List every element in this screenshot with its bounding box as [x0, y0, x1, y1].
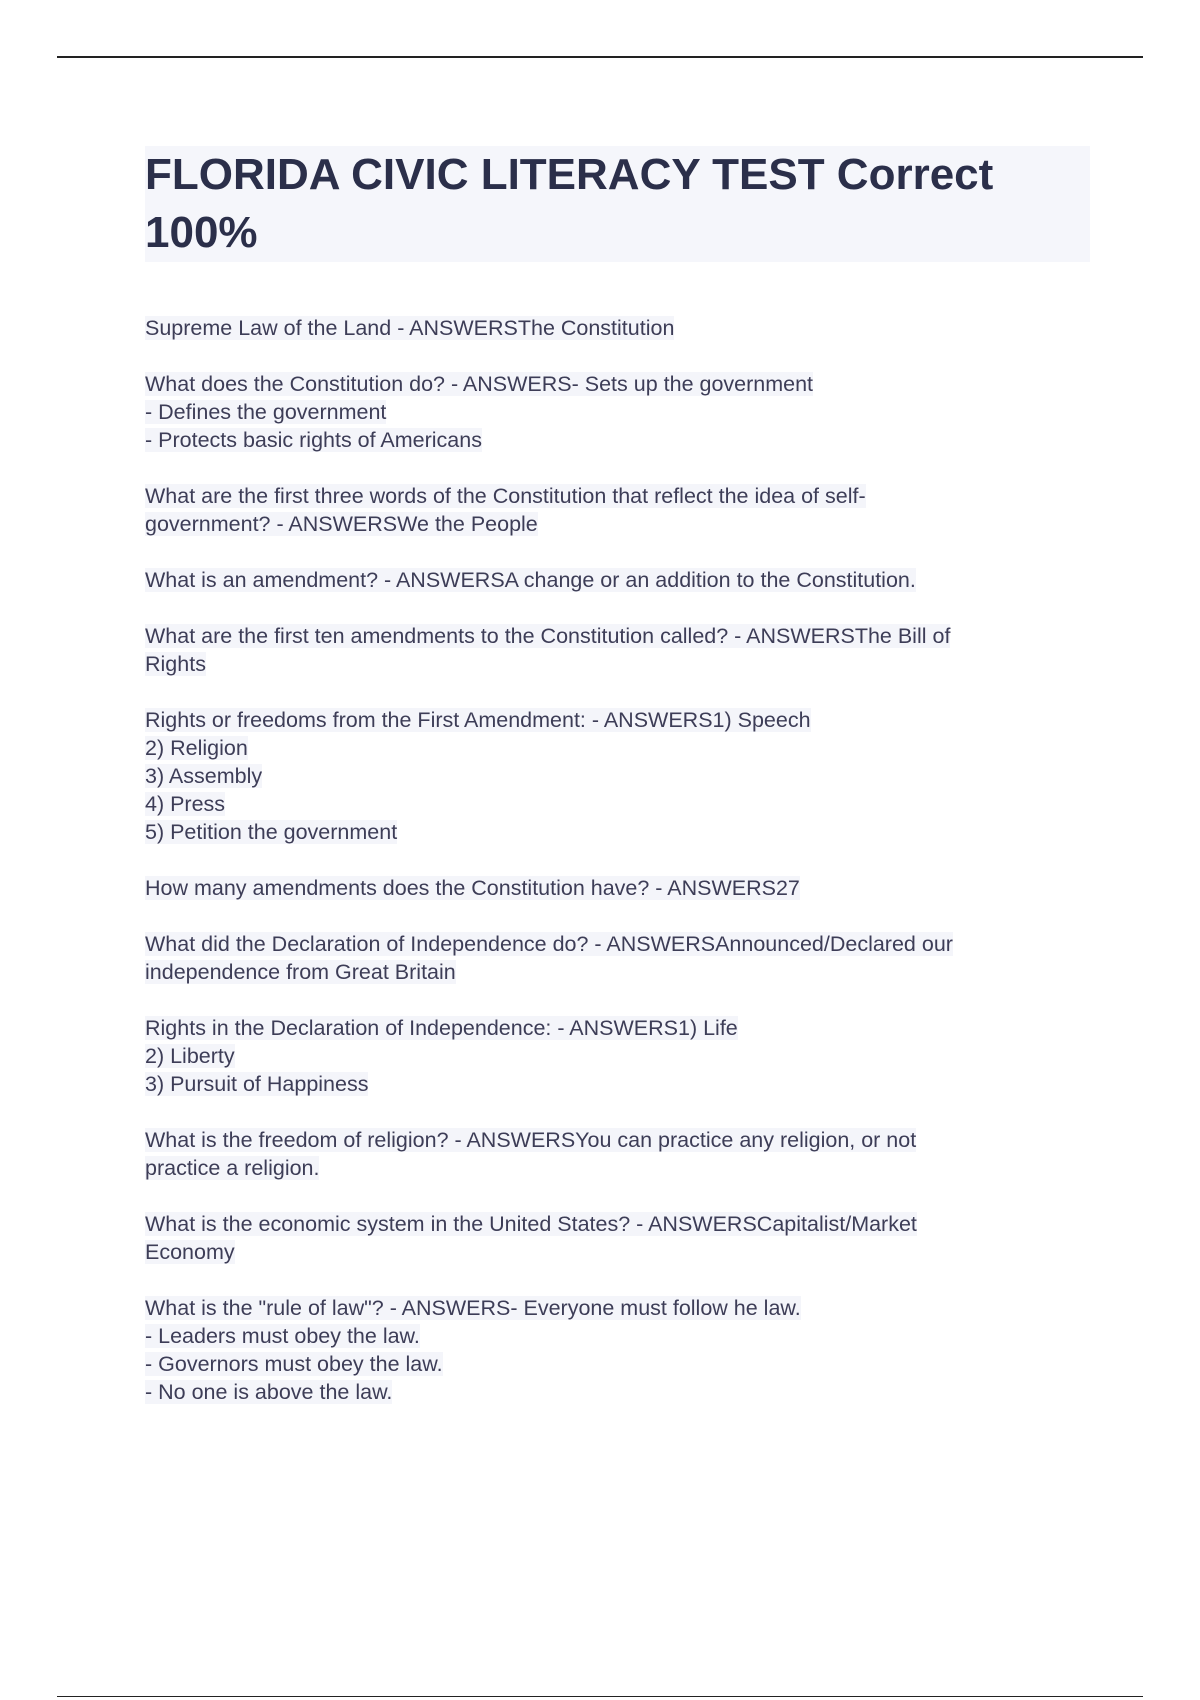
qa-line [145, 1322, 1090, 1350]
qa-item [145, 566, 1090, 594]
qa-item [145, 874, 1090, 902]
qa-line [145, 1070, 1090, 1098]
qa-line-text: What is an amendment? - ANSWERSA change or an addition to the Constitution. [145, 568, 916, 592]
qa-line [145, 734, 1090, 762]
qa-line [145, 398, 1090, 426]
qa-line-text: - Defines the government [145, 400, 387, 424]
qa-line [145, 370, 1090, 398]
qa-line-text: What is the "rule of law"? - ANSWERS- Everyone must follow he law. [145, 1296, 801, 1320]
qa-line [145, 1042, 1090, 1070]
document-body [145, 146, 1090, 1434]
qa-line-text: What did the Declaration of Independence do? - ANSWERSAnnounced/Declared our [145, 932, 953, 956]
qa-line [145, 426, 1090, 454]
qa-line-text: Rights or freedoms from the First Amendment: - ANSWERS1) Speech [145, 708, 811, 732]
qa-line-text: 3) Pursuit of Happiness [145, 1072, 369, 1096]
qa-line-text: independence from Great Britain [145, 960, 456, 984]
qa-item [145, 1014, 1090, 1098]
qa-line-text: 3) Assembly [145, 764, 263, 788]
qa-line [145, 622, 1090, 650]
qa-line-text: - Protects basic rights of Americans [145, 428, 482, 452]
qa-line-text: - Leaders must obey the law. [145, 1324, 420, 1348]
qa-line [145, 1014, 1090, 1042]
qa-line [145, 650, 1090, 678]
qa-line-text: Rights [145, 652, 206, 676]
qa-line-text: Supreme Law of the Land - ANSWERSThe Constitution [145, 316, 675, 340]
qa-line [145, 790, 1090, 818]
qa-line-text: 2) Religion [145, 736, 248, 760]
qa-line [145, 930, 1090, 958]
qa-line [145, 1126, 1090, 1154]
qa-line-text: - Governors must obey the law. [145, 1352, 443, 1376]
qa-line [145, 314, 1090, 342]
qa-line [145, 1154, 1090, 1182]
qa-line [145, 1350, 1090, 1378]
qa-line [145, 510, 1090, 538]
qa-item [145, 370, 1090, 454]
qa-item [145, 706, 1090, 846]
qa-line [145, 482, 1090, 510]
qa-item [145, 1294, 1090, 1406]
qa-line-text: What are the first ten amendments to the Constitution called? - ANSWERSThe Bill of [145, 624, 951, 648]
qa-list [145, 314, 1090, 1406]
qa-line [145, 566, 1090, 594]
qa-line-text: government? - ANSWERSWe the People [145, 512, 538, 536]
qa-line-text: What is the freedom of religion? - ANSWERSYou can practice any religion, or not [145, 1128, 917, 1152]
qa-item [145, 930, 1090, 986]
qa-line [145, 874, 1090, 902]
qa-item [145, 482, 1090, 538]
qa-item [145, 622, 1090, 678]
qa-line [145, 706, 1090, 734]
qa-line [145, 818, 1090, 846]
qa-line-text: 4) Press [145, 792, 226, 816]
qa-line-text: How many amendments does the Constitution have? - ANSWERS27 [145, 876, 800, 900]
qa-item [145, 1126, 1090, 1182]
top-rule [57, 56, 1143, 58]
qa-line [145, 1294, 1090, 1322]
qa-line [145, 1378, 1090, 1406]
qa-line [145, 958, 1090, 986]
bottom-rule [57, 1696, 1143, 1697]
qa-line-text: Rights in the Declaration of Independence: - ANSWERS1) Life [145, 1016, 738, 1040]
qa-item [145, 314, 1090, 342]
qa-line-text: What does the Constitution do? - ANSWERS- Sets up the government [145, 372, 814, 396]
document-title: FLORIDA CIVIC LITERACY TEST Correct 100% [145, 146, 1090, 262]
qa-item [145, 1210, 1090, 1266]
qa-line-text: Economy [145, 1240, 235, 1264]
qa-line [145, 762, 1090, 790]
qa-line-text: 5) Petition the government [145, 820, 398, 844]
qa-line-text: practice a religion. [145, 1156, 320, 1180]
qa-line [145, 1210, 1090, 1238]
qa-line-text: 2) Liberty [145, 1044, 235, 1068]
qa-line-text: What is the economic system in the United States? - ANSWERSCapitalist/Market [145, 1212, 917, 1236]
qa-line-text: - No one is above the law. [145, 1380, 393, 1404]
qa-line-text: What are the first three words of the Constitution that reflect the idea of self- [145, 484, 866, 508]
qa-line [145, 1238, 1090, 1266]
